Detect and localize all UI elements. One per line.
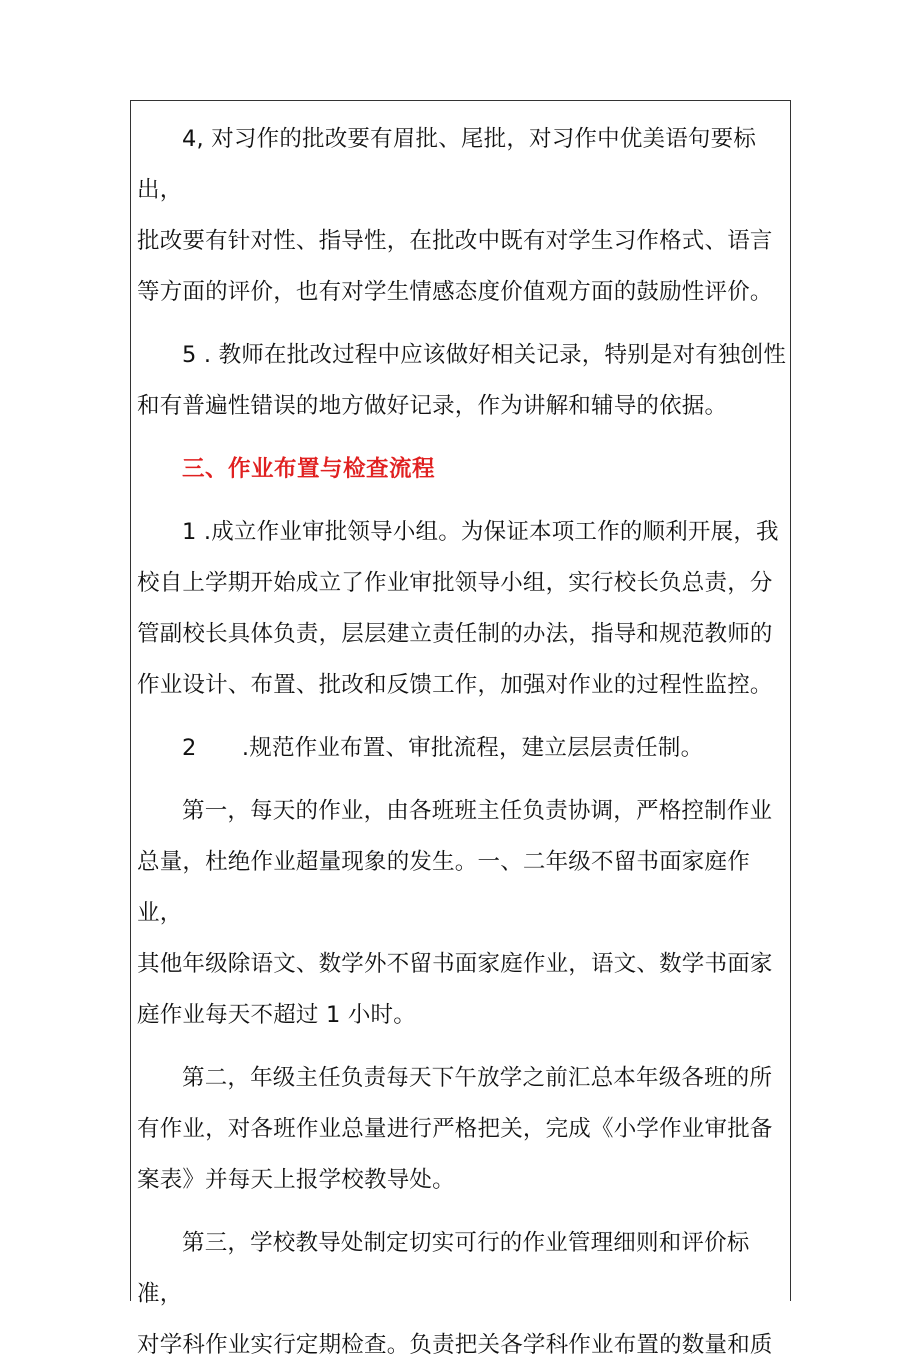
text-line: 等方面的评价，也有对学生情感态度价值观方面的鼓励性评价。: [137, 279, 773, 305]
paragraph-step-1: [137, 507, 789, 711]
text-line: 4, 对习作的批改要有眉批、尾批，对习作中优美语句要标出，: [137, 126, 757, 203]
paragraph-item-4: [137, 114, 789, 318]
document-body: [137, 114, 789, 1371]
text-line: 管副校长具体负责，层层建立责任制的办法，指导和规范教师的: [137, 621, 773, 647]
text-line: 其他年级除语文、数学外不留书面家庭作业，语文、数学书面家: [137, 951, 773, 977]
section-heading: [137, 444, 789, 495]
paragraph-first: [137, 786, 789, 1041]
text-line: 批改要有针对性、指导性，在批改中既有对学生习作格式、语言: [137, 228, 773, 254]
text-line: 总量，杜绝作业超量现象的发生。一、二年级不留书面家庭作业，: [137, 849, 750, 926]
paragraph-third: [137, 1218, 789, 1371]
text-line: 第一，每天的作业，由各班班主任负责协调，严格控制作业: [182, 798, 773, 824]
text-line: 1 .成立作业审批领导小组。为保证本项工作的顺利开展，我: [182, 519, 779, 545]
heading-text: 三、作业布置与检查流程: [182, 456, 436, 482]
text-line: 有作业，对各班作业总量进行严格把关，完成《小学作业审批备: [137, 1116, 773, 1142]
text-line: 校自上学期开始成立了作业审批领导小组，实行校长负总责，分: [137, 570, 773, 596]
paragraph-second: [137, 1053, 789, 1206]
text-line: 作业设计、布置、批改和反馈工作，加强对作业的过程性监控。: [137, 672, 773, 698]
text-line: 案表》并每天上报学校教导处。: [137, 1167, 455, 1193]
text-line: 2 .规范作业布置、审批流程，建立层层责任制。: [182, 735, 704, 761]
text-line: 和有普遍性错误的地方做好记录，作为讲解和辅导的依据。: [137, 393, 728, 419]
text-line: 第二，年级主任负责每天下午放学之前汇总本年级各班的所: [182, 1065, 773, 1091]
paragraph-step-2: [137, 723, 789, 774]
paragraph-item-5: [137, 330, 789, 432]
text-line: 庭作业每天不超过 1 小时。: [137, 1002, 416, 1028]
text-line: 对学科作业实行定期检查。负责把关各学科作业布置的数量和质: [137, 1332, 773, 1358]
text-line: 第三，学校教导处制定切实可行的作业管理细则和评价标准，: [137, 1230, 750, 1307]
text-line: 5 . 教师在批改过程中应该做好相关记录，特别是对有独创性: [182, 342, 787, 368]
